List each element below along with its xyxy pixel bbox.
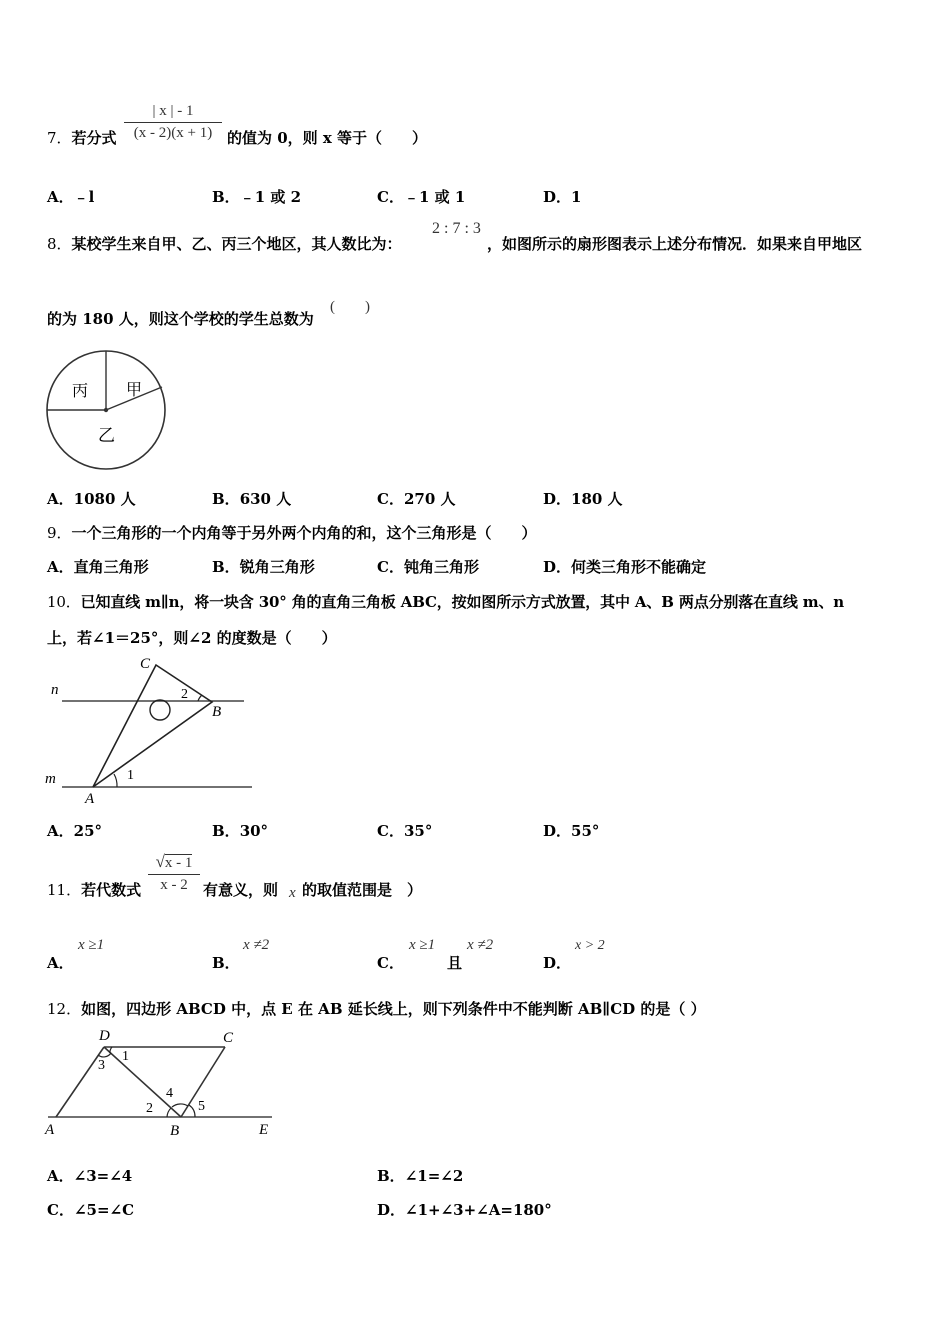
q10-option-d[interactable] [543,820,599,841]
angle-4-arc [172,1104,188,1107]
angle-1-arc [114,774,117,787]
q11-stem [47,879,141,900]
q11-number: 11． [47,881,82,899]
pie-center [104,408,108,412]
q12-option-c[interactable] [47,1199,134,1220]
q7-prefix: 若分式 [71,129,117,147]
option-text: 55° [571,822,600,840]
q7-option-a[interactable] [47,186,94,207]
q11-option-d-math: x > 2 [575,938,605,953]
label-angle-1: 1 [127,768,134,783]
option-text: ∠1=∠2 [404,1167,464,1185]
option-letter: A． [47,558,74,576]
option-letter: A． [47,954,74,972]
option-text: 直角三角形 [73,558,149,576]
q7-frac-numerator: | x | - 1 [152,103,194,119]
label-angle-2: 2 [146,1101,153,1116]
q11-option-d[interactable] [543,952,571,973]
q11-option-c-joiner: 且 [447,954,463,972]
option-letter: B． [212,954,240,972]
angle-5-arc [189,1105,195,1117]
q11-option-a-math: x ≥1 [78,937,105,953]
q8-number: 8． [47,235,72,253]
option-letter: C． [377,558,404,576]
option-text: 1080 人 [73,490,136,508]
q7-stem [47,127,117,148]
q8-line2: 的为 180 人，则这个学校的学生总数为 [47,310,314,328]
q12-text: 如图，四边形 ABCD 中，点 E 在 AB 延长线上，则下列条件中不能判断 AB∥CD 的是（ ） [81,1000,706,1018]
q12-option-b[interactable] [377,1165,463,1186]
q9-text: 一个三角形的一个内角等于另外两个内角的和，这个三角形是（ ） [71,524,537,542]
sqrt-symbol: √ [155,852,165,871]
q7-frac-denominator: (x - 2)(x + 1) [133,125,213,141]
q8-option-d[interactable] [543,488,623,509]
side-ad [56,1047,104,1117]
triangle-hole [150,700,170,720]
option-text: 1 [571,188,582,206]
q10-option-a[interactable] [47,820,102,841]
q11-option-c-math: x ≥1 [409,937,436,953]
option-letter: D． [377,1201,406,1219]
option-letter: B． [212,822,240,840]
option-text: 25° [73,822,103,840]
diagonal-db [104,1047,181,1117]
option-letter: D． [543,558,572,576]
label-c: C [223,1030,234,1046]
q8-option-b[interactable] [212,488,291,509]
q7-option-c[interactable] [377,186,465,207]
pie-label-bing: 丙 [72,383,89,400]
option-letter: B． [377,1167,405,1185]
q8-paren: ( ) [330,299,370,315]
q11-fraction [148,852,200,894]
q12-figure [40,1022,280,1142]
option-text: 35° [403,822,433,840]
q11-variable: x [289,885,296,901]
option-text: ﹣1 或 2 [239,188,302,206]
option-text: ∠3=∠4 [73,1167,133,1185]
q10-option-b[interactable] [212,820,268,841]
q8-option-c[interactable] [377,488,456,509]
q11-frac-numerator [148,852,200,872]
label-d: D [99,1028,110,1044]
option-text: 何类三角形不能确定 [571,558,707,576]
option-letter: A． [47,188,74,206]
label-angle-5: 5 [198,1099,205,1114]
triangle-abc [93,665,212,787]
option-letter: C． [47,1201,74,1219]
q11-prefix: 若代数式 [81,881,142,899]
pie-label-jia: 甲 [126,382,143,399]
q12-number: 12． [47,1000,82,1018]
q9-option-a[interactable] [47,556,149,577]
pie-label-yi: 乙 [98,426,115,445]
option-text: 钝角三角形 [403,558,479,576]
q8-stem [47,233,402,254]
q10-line2: 上，若∠1＝25°，则∠2 的度数是（ ） [47,629,337,647]
option-letter: B． [212,490,240,508]
option-text: ∠5=∠C [73,1201,135,1219]
angle-1-arc [110,1047,112,1053]
q7-number: 7． [47,129,72,147]
q7-option-d[interactable] [543,186,581,207]
q10-figure [40,652,265,807]
option-letter: B． [212,188,240,206]
option-letter: D． [543,822,572,840]
label-angle-3: 3 [98,1058,105,1073]
option-text: 180 人 [571,490,623,508]
label-a: A [45,1122,55,1138]
q8-ratio: 2 : 7 : 3 [432,220,481,237]
label-a: A [85,791,95,807]
option-letter: C． [377,490,404,508]
option-letter: C． [377,954,404,972]
q11-suffix: 的取值范围是 ） [302,881,423,899]
option-text: 270 人 [403,490,456,508]
label-n: n [51,682,59,698]
angle-2-arc [167,1108,171,1117]
option-letter: A． [47,490,74,508]
option-letter: D． [543,490,572,508]
option-letter: D． [543,188,572,206]
q11-sqrt-radicand: x - 1 [164,855,193,871]
q9-option-c[interactable] [377,556,479,577]
option-letter: B． [212,558,240,576]
q10-option-c[interactable] [377,820,432,841]
label-angle-4: 4 [166,1086,173,1101]
q9-option-d[interactable] [543,556,706,577]
label-c: C [140,656,151,672]
q8-suffix: ，如图所示的扇形图表示上述分布情况．如果来自甲地区 [487,235,863,253]
q11-option-b-math: x ≠2 [243,937,270,953]
q11-option-a[interactable] [47,952,74,973]
option-text: 30° [239,822,269,840]
q12-option-d[interactable] [377,1199,552,1220]
q11-frac-denominator: x - 2 [160,877,188,893]
label-angle-1: 1 [122,1049,129,1064]
q10-stem [47,591,844,612]
q8-prefix: 某校学生来自甲、乙、丙三个地区，其人数比为： [71,235,402,253]
q11-option-c-math2: x ≠2 [467,937,494,953]
q10-number: 10． [47,593,81,611]
option-text: ∠1+∠3+∠A=180° [405,1201,552,1219]
label-m: m [45,771,56,787]
q12-stem [47,998,706,1019]
q8-option-a[interactable] [47,488,136,509]
option-text: 锐角三角形 [239,558,315,576]
q11-mid: 有意义，则 [203,881,279,899]
option-text: ﹣1 或 1 [403,188,466,206]
option-letter: C． [377,188,404,206]
q11-option-b[interactable] [212,952,240,973]
label-b: B [170,1123,180,1139]
q7-suffix: 的值为 0，则 x 等于（ ） [227,129,428,147]
q8-pie-chart [40,345,175,475]
angle-2-arc [198,695,202,701]
q12-option-a[interactable] [47,1165,132,1186]
q7-option-b[interactable] [212,186,301,207]
q9-option-b[interactable] [212,556,315,577]
label-e: E [259,1122,269,1138]
option-letter: C． [377,822,404,840]
q11-option-c[interactable] [377,952,404,973]
option-text: ﹣l [73,188,95,206]
q7-fraction [124,103,222,142]
option-letter: A． [47,822,74,840]
option-letter: D． [543,954,572,972]
label-angle-2: 2 [181,687,188,702]
q9-number: 9． [47,524,72,542]
option-letter: A． [47,1167,74,1185]
q10-line1: 已知直线 m∥n，将一块含 30° 角的直角三角板 ABC，按如图所示方式放置，其中 A、B 两点分别落在直线 m、n [80,593,845,611]
q9-stem [47,522,537,543]
label-b: B [212,704,222,720]
option-text: 630 人 [239,490,292,508]
